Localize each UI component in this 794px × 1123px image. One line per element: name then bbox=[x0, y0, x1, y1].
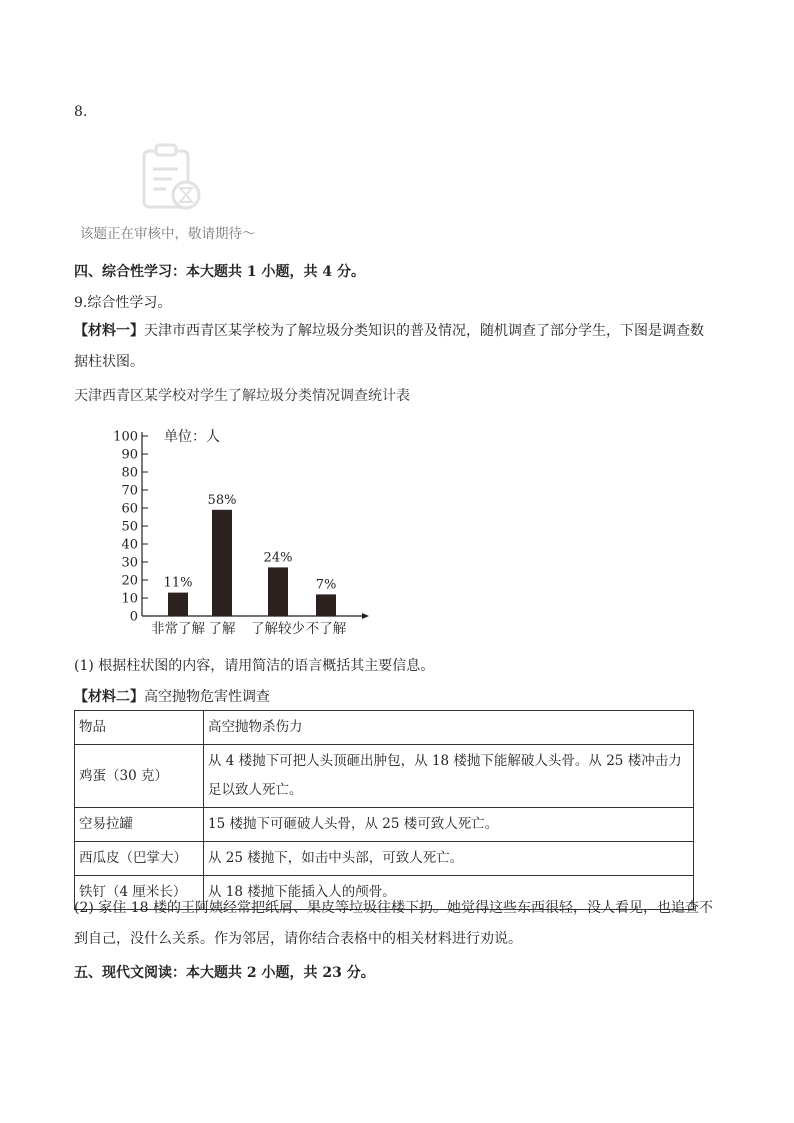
y-tick-label: 20 bbox=[121, 573, 138, 589]
bar-data-label: 24% bbox=[263, 550, 293, 566]
y-tick-label: 30 bbox=[121, 555, 138, 571]
table-cell-harm: 15 楼抛下可砸破人头骨，从 25 楼可致人死亡。 bbox=[204, 808, 694, 842]
table-row bbox=[75, 808, 694, 842]
y-tick-label: 90 bbox=[121, 447, 138, 463]
harm-table bbox=[74, 710, 694, 910]
y-tick-label: 50 bbox=[121, 519, 138, 535]
material-2-tag: 【材料二】 bbox=[74, 689, 144, 705]
chart-caption: 天津西青区某学校对学生了解垃圾分类情况调查统计表 bbox=[74, 388, 410, 404]
bar bbox=[316, 594, 336, 616]
bar bbox=[212, 510, 232, 616]
table-header-row bbox=[75, 711, 694, 745]
bar-chart bbox=[110, 418, 380, 643]
table-row bbox=[75, 745, 694, 808]
material-1-tag: 【材料一】 bbox=[74, 323, 144, 339]
section-5-heading: 五、现代文阅读：本大题共 2 小题，共 23 分。 bbox=[74, 965, 375, 981]
table-cell-item: 鸡蛋（30 克） bbox=[75, 745, 204, 808]
unit-label: 单位：人 bbox=[164, 429, 220, 445]
x-category-label: 了解较少 bbox=[251, 621, 305, 637]
sub-question-1: (1) 根据柱状图的内容，请用简洁的语言概括其主要信息。 bbox=[74, 658, 435, 674]
y-tick-label: 60 bbox=[121, 501, 138, 517]
table-header-harm: 高空抛物杀伤力 bbox=[204, 711, 694, 745]
bar bbox=[168, 593, 188, 616]
y-tick-label: 70 bbox=[121, 483, 138, 499]
y-tick-label: 10 bbox=[121, 591, 138, 607]
clipboard-hourglass-icon bbox=[140, 143, 204, 213]
under-review-notice: 该题正在审核中，敬请期待～ bbox=[80, 226, 256, 242]
table-row bbox=[75, 842, 694, 876]
y-tick-label: 0 bbox=[129, 609, 138, 625]
table-cell-item: 西瓜皮（巴掌大） bbox=[75, 842, 204, 876]
table-header-item: 物品 bbox=[75, 711, 204, 745]
sub-question-2: (2) 家住 18 楼的王阿姨经常把纸屑、果皮等垃圾往楼下扔。她觉得这些东西很轻，没人看见，也追查不到自己，没什么关系。作为邻居，请你结合表格中的相关材料进行劝说。 bbox=[74, 900, 713, 947]
bar-data-label: 11% bbox=[163, 575, 193, 591]
material-2-title: 高空抛物危害性调查 bbox=[144, 689, 270, 705]
section-4-heading: 四、综合性学习：本大题共 1 小题，共 4 分。 bbox=[74, 264, 365, 280]
material-2-heading bbox=[74, 686, 270, 706]
bar bbox=[268, 567, 288, 616]
y-tick-label: 100 bbox=[113, 429, 138, 445]
y-tick-label: 40 bbox=[121, 537, 138, 553]
question-9-title: 9.综合性学习。 bbox=[74, 295, 172, 311]
table-cell-item: 铁钉（4 厘米长） bbox=[75, 876, 204, 910]
table-cell-item: 空易拉罐 bbox=[75, 808, 204, 842]
bar-data-label: 7% bbox=[315, 577, 337, 593]
question-8-number: 8. bbox=[74, 104, 88, 120]
x-category-label: 了解 bbox=[208, 621, 236, 637]
material-1-text: 天津市西青区某学校为了解垃圾分类知识的普及情况，随机调查了部分学生，下图是调查数据柱状图。 bbox=[74, 323, 704, 370]
material-1 bbox=[74, 316, 714, 378]
x-category-label: 不了解 bbox=[305, 621, 347, 637]
y-tick-label: 80 bbox=[121, 465, 138, 481]
table-cell-harm: 从 18 楼抛下能插入人的颅骨。 bbox=[204, 876, 694, 910]
x-category-label: 非常了解 bbox=[151, 621, 205, 637]
table-cell-harm: 从 4 楼抛下可把人头顶砸出肿包，从 18 楼抛下能解破人头骨。从 25 楼冲击力足以致人死亡。 bbox=[204, 745, 694, 808]
x-axis-arrow bbox=[362, 613, 369, 619]
bar-data-label: 58% bbox=[207, 492, 237, 508]
table-cell-harm: 从 25 楼抛下，如击中头部，可致人死亡。 bbox=[204, 842, 694, 876]
